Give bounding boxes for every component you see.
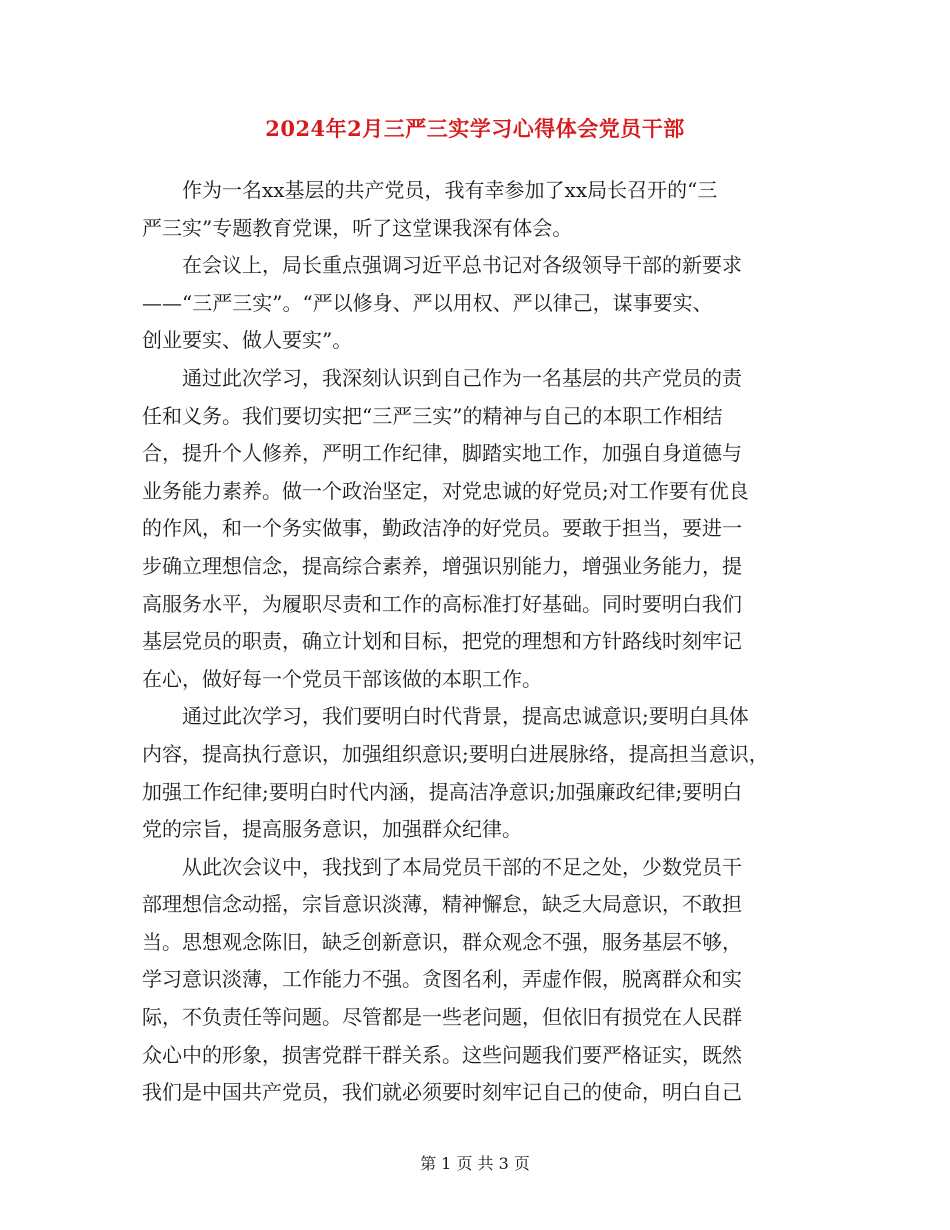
body-line: 通过此次学习，我深刻认识到自己作为一名基层的共产党员的责 (142, 365, 742, 390)
body-line: 合，提升个人修养，严明工作纪律，脚踏实地工作，加强自身道德与 (142, 441, 742, 466)
document-body (142, 172, 802, 1112)
body-line: 部理想信念动摇，宗旨意识淡薄，精神懈怠，缺乏大局意识，不敢担 (142, 892, 742, 917)
body-line: 加强工作纪律;要明白时代内涵，提高洁净意识;加强廉政纪律;要明白 (142, 779, 743, 804)
body-line: 严三实”专题教育党课，听了这堂课我深有体会。 (142, 215, 573, 240)
body-line: 在会议上，局长重点强调习近平总书记对各级领导干部的新要求 (142, 253, 742, 278)
body-line: 学习意识淡薄，工作能力不强。贪图名利，弄虚作假，脱离群众和实 (142, 967, 742, 992)
body-line: 高服务水平，为履职尽责和工作的高标准打好基础。同时要明白我们 (142, 591, 742, 616)
body-line: 从此次会议中，我找到了本局党员干部的不足之处，少数党员干 (142, 854, 742, 879)
page-footer: 第 1 页 共 3 页 (420, 1154, 530, 1173)
body-line: 步确立理想信念，提高综合素养，增强识别能力，增强业务能力，提 (142, 553, 742, 578)
body-line: 众心中的形象，损害党群干群关系。这些问题我们要严格证实，既然 (142, 1042, 742, 1067)
body-line: 党的宗旨，提高服务意识，加强群众纪律。 (142, 817, 522, 842)
body-line: 在心，做好每一个党员干部该做的本职工作。 (142, 666, 542, 691)
body-line: 作为一名xx基层的共产党员，我有幸参加了xx局长召开的“三 (142, 178, 718, 202)
body-line: 我们是中国共产党员，我们就必须要时刻牢记自己的使命，明白自己 (142, 1080, 742, 1105)
body-line: 任和义务。我们要切实把“三严三实”的精神与自己的本职工作相结 (142, 403, 723, 428)
body-line: 当。思想观念陈旧，缺乏创新意识，群众观念不强，服务基层不够， (142, 929, 742, 954)
body-line: 内容，提高执行意识，加强组织意识;要明白进展脉络，提高担当意识， (142, 741, 769, 766)
body-line: 创业要实、做人要实”。 (142, 328, 353, 353)
body-line: 基层党员的职责，确立计划和目标，把党的理想和方针路线时刻牢记 (142, 629, 742, 654)
document-title: 2024年2月三严三实学习心得体会党员干部 (265, 116, 685, 141)
body-line: 的作风，和一个务实做事，勤政洁净的好党员。要敢于担当，要进一 (142, 516, 742, 541)
body-line: 业务能力素养。做一个政治坚定，对党忠诚的好党员;对工作要有优良 (142, 478, 749, 503)
body-line: 际，不负责任等问题。尽管都是一些老问题，但依旧有损党在人民群 (142, 1005, 742, 1030)
body-line: ——“三严三实”。“严以修身、严以用权、严以律己，谋事要实、 (142, 290, 713, 315)
body-line: 通过此次学习，我们要明白时代背景，提高忠诚意识;要明白具体 (142, 704, 749, 729)
